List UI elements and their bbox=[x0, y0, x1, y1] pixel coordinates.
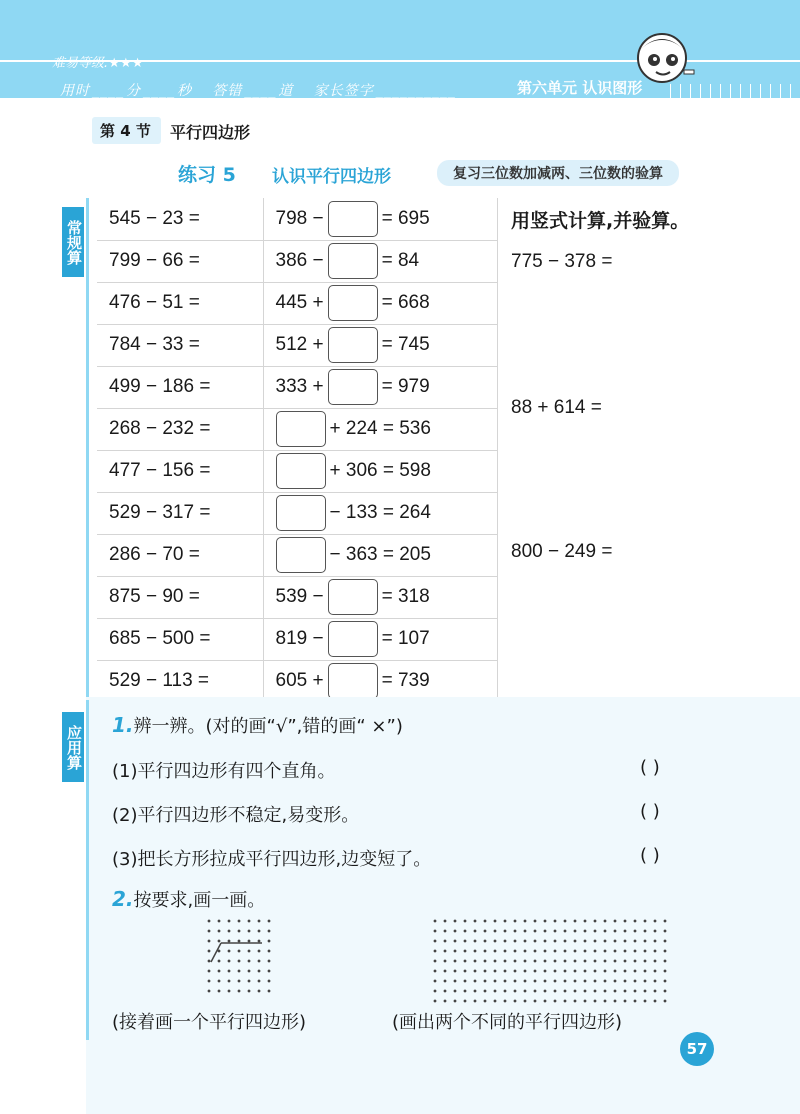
question-1 bbox=[112, 712, 403, 738]
record-fields: 用时 ____ 分 ____ 秒 答错 ____ 道 家长签字 __________ bbox=[60, 83, 456, 99]
mental-math-cell: 268 − 232 = bbox=[97, 408, 263, 450]
time-label: 用时 bbox=[60, 83, 90, 99]
mental-math-cell: 875 − 90 = bbox=[97, 576, 263, 618]
fill-before: 333 + bbox=[275, 376, 324, 398]
q1-item-1: (1)平行四边形有四个直角。 bbox=[112, 761, 336, 782]
fill-after: = 318 bbox=[381, 586, 430, 608]
fill-after: = 979 bbox=[381, 376, 430, 398]
answer-blank-3[interactable]: ( ) bbox=[640, 845, 660, 866]
routine-table bbox=[97, 198, 498, 703]
applied-divider bbox=[86, 700, 89, 1040]
fill-in-cell bbox=[263, 198, 497, 240]
routine-divider bbox=[86, 198, 89, 698]
fill-in-cell bbox=[263, 240, 497, 282]
question-2 bbox=[112, 886, 265, 912]
answer-box[interactable] bbox=[328, 201, 378, 237]
mental-math-cell: 529 − 113 = bbox=[97, 660, 263, 702]
fill-after: = 668 bbox=[381, 292, 430, 314]
fill-after: = 695 bbox=[381, 207, 430, 229]
answer-blank-1[interactable]: ( ) bbox=[640, 757, 660, 778]
fill-after: + 306 = 598 bbox=[329, 460, 431, 482]
errors-label: 答错 bbox=[212, 83, 243, 99]
vertical-question-3: 800 − 249 = bbox=[511, 541, 613, 562]
fill-in-cell bbox=[263, 450, 497, 492]
fill-in-cell bbox=[263, 408, 497, 450]
unit-title: 第六单元 认识图形 bbox=[517, 79, 643, 97]
errors-unit: 道 bbox=[278, 83, 294, 99]
fill-in-cell bbox=[263, 366, 497, 408]
routine-tab: 常规算 bbox=[62, 207, 84, 277]
answer-box[interactable] bbox=[328, 621, 378, 657]
table-row bbox=[97, 450, 497, 492]
fill-after: + 224 = 536 bbox=[329, 418, 431, 440]
table-row bbox=[97, 366, 497, 408]
q1-item-3: (3)把长方形拉成平行四边形,边变短了。 bbox=[112, 849, 432, 870]
table-row bbox=[97, 576, 497, 618]
page-header bbox=[0, 0, 800, 98]
fill-after: − 133 = 264 bbox=[329, 502, 431, 524]
mental-math-cell: 477 − 156 = bbox=[97, 450, 263, 492]
table-row bbox=[97, 408, 497, 450]
dot-grid-right[interactable] bbox=[430, 916, 672, 1004]
fill-before: 798 − bbox=[275, 207, 324, 229]
applied-tab: 应用算 bbox=[62, 712, 84, 782]
mental-math-cell: 545 − 23 = bbox=[97, 198, 263, 240]
table-row bbox=[97, 282, 497, 324]
vertical-instruction: 用竖式计算,并验算。 bbox=[511, 210, 690, 232]
table-row bbox=[97, 198, 497, 240]
vertical-question-1: 775 − 378 = bbox=[511, 251, 613, 272]
section-title: 平行四边形 bbox=[170, 123, 251, 142]
mental-math-cell: 286 − 70 = bbox=[97, 534, 263, 576]
answer-box[interactable] bbox=[276, 453, 326, 489]
question-1-text: 辨一辨。(对的画“√”,错的画“ ×”) bbox=[133, 716, 403, 737]
table-row bbox=[97, 618, 497, 660]
review-badge: 复习三位数加减两、三位数的验算 bbox=[437, 160, 679, 186]
page-number: 57 bbox=[680, 1032, 714, 1066]
fill-after: = 84 bbox=[381, 250, 420, 272]
minute-label: 分 bbox=[126, 83, 141, 99]
answer-blank-2[interactable]: ( ) bbox=[640, 801, 660, 822]
fill-after: = 745 bbox=[381, 334, 430, 356]
table-row bbox=[97, 534, 497, 576]
table-row bbox=[97, 240, 497, 282]
fill-after: = 107 bbox=[381, 628, 430, 650]
fill-before: 539 − bbox=[275, 586, 324, 608]
exercise-title: 认识平行四边形 bbox=[272, 167, 391, 187]
answer-box[interactable] bbox=[276, 411, 326, 447]
fill-before: 445 + bbox=[275, 292, 324, 314]
answer-box[interactable] bbox=[328, 369, 378, 405]
fill-in-cell bbox=[263, 660, 497, 702]
table-row bbox=[97, 660, 497, 702]
mental-math-cell: 784 − 33 = bbox=[97, 324, 263, 366]
answer-box[interactable] bbox=[328, 327, 378, 363]
fill-in-cell bbox=[263, 534, 497, 576]
parent-sign-label: 家长签字 bbox=[313, 83, 374, 99]
answer-box[interactable] bbox=[276, 495, 326, 531]
q1-item-2: (2)平行四边形不稳定,易变形。 bbox=[112, 805, 360, 826]
mental-math-cell: 499 − 186 = bbox=[97, 366, 263, 408]
mental-math-cell: 476 − 51 = bbox=[97, 282, 263, 324]
fill-after: = 739 bbox=[381, 670, 430, 692]
fill-in-cell bbox=[263, 324, 497, 366]
fill-in-cell bbox=[263, 282, 497, 324]
fill-after: − 363 = 205 bbox=[329, 544, 431, 566]
ruler-decoration bbox=[670, 84, 792, 98]
table-row bbox=[97, 492, 497, 534]
mental-math-cell: 529 − 317 = bbox=[97, 492, 263, 534]
parallelogram-start bbox=[204, 916, 274, 996]
answer-box[interactable] bbox=[328, 663, 378, 699]
exercise-label: 练习 5 bbox=[178, 164, 236, 186]
fill-in-cell bbox=[263, 576, 497, 618]
table-row bbox=[97, 324, 497, 366]
answer-box[interactable] bbox=[328, 579, 378, 615]
answer-box[interactable] bbox=[328, 285, 378, 321]
fill-before: 605 + bbox=[275, 670, 324, 692]
vertical-question-2: 88 + 614 = bbox=[511, 397, 602, 418]
answer-box[interactable] bbox=[328, 243, 378, 279]
caption-right: (画出两个不同的平行四边形) bbox=[392, 1012, 623, 1033]
question-2-number: 2. bbox=[112, 887, 134, 911]
mental-math-cell: 799 − 66 = bbox=[97, 240, 263, 282]
question-1-number: 1. bbox=[112, 713, 134, 737]
fill-in-cell bbox=[263, 618, 497, 660]
second-label: 秒 bbox=[177, 83, 192, 99]
fill-in-cell bbox=[263, 492, 497, 534]
mental-math-cell: 685 − 500 = bbox=[97, 618, 263, 660]
fill-before: 512 + bbox=[275, 334, 324, 356]
question-2-text: 按要求,画一画。 bbox=[133, 890, 266, 911]
caption-left: (接着画一个平行四边形) bbox=[112, 1012, 307, 1033]
section-label: 第 4 节 bbox=[92, 117, 161, 144]
fill-before: 819 − bbox=[275, 628, 324, 650]
fill-before: 386 − bbox=[275, 250, 324, 272]
difficulty-rating: 难易等级:★★★ bbox=[52, 56, 144, 71]
answer-box[interactable] bbox=[276, 537, 326, 573]
